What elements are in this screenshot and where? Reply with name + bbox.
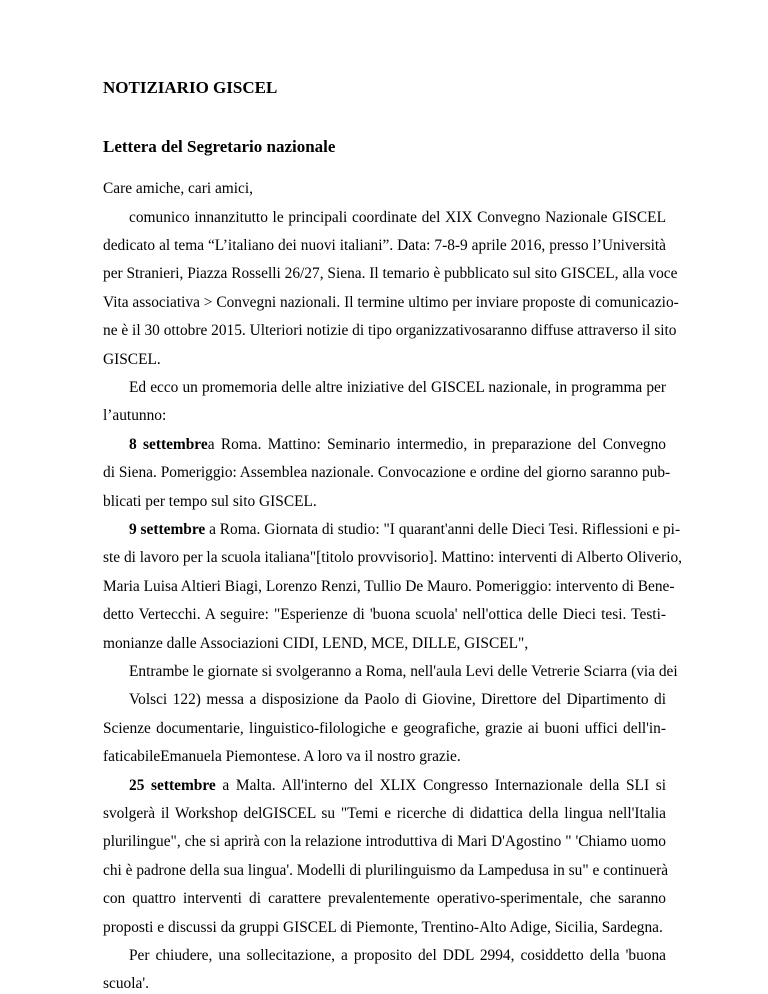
body-line: detto Vertecchi. A seguire: "Esperienze di 'buona scuola' nell'ottica delle Dieci tesi. Testi- — [103, 606, 666, 623]
body-line: ste di lavoro per la scuola italiana"[titolo provvisorio]. Mattino: interventi di Alberto Oliverio, — [103, 549, 683, 566]
event-date: 25 settembre — [129, 777, 216, 794]
letter-heading: Lettera del Segretario nazionale — [103, 137, 336, 156]
body-line: plurilingue", che si aprirà con la relazione introduttiva di Mari D'Agostino " 'Chiamo uomo — [103, 833, 666, 850]
body-line: chi è padrone della sua lingua'. Modelli di plurilinguismo da Lampedusa in su" e continuerà — [103, 862, 669, 879]
event-line — [129, 435, 666, 455]
body-line: Volsci 122) messa a disposizione da Paolo di Giovine, Direttore del Dipartimento di — [129, 691, 666, 708]
event-text: a Roma. Giornata di studio: "I quarant'anni delle Dieci Tesi. Riflessioni e pi- — [205, 521, 681, 538]
event-line — [129, 776, 666, 796]
body-line: proposti e discussi da gruppi GISCEL di Piemonte, Trentino-Alto Adige, Sicilia, Sardegna. — [103, 919, 663, 936]
body-line: monianze dalle Associazioni CIDI, LEND, MCE, DILLE, GISCEL", — [103, 635, 529, 652]
body-line: blicati per tempo sul sito GISCEL. — [103, 493, 317, 510]
body-line: ne è il 30 ottobre 2015. Ulteriori notizie di tipo organizzativosaranno diffuse attraverso il sito — [103, 322, 677, 339]
body-line: l’autunno: — [103, 407, 167, 424]
event-text: a Roma. Mattino: Seminario intermedio, in preparazione del Convegno — [207, 436, 666, 453]
body-line: Vita associativa > Convegni nazionali. Il termine ultimo per inviare proposte di comunicazio- — [103, 294, 679, 311]
body-line: con quattro interventi di carattere prevalentemente operativo-sperimentale, che saranno — [103, 890, 666, 907]
body-line: Maria Luisa Altieri Biagi, Lorenzo Renzi, Tullio De Mauro. Pomeriggio: intervento di Bene- — [103, 578, 675, 595]
body-line: di Siena. Pomeriggio: Assemblea nazionale. Convocazione e ordine del giorno saranno pub- — [103, 464, 671, 481]
body-line: dedicato al tema “L’italiano dei nuovi italiani”. Data: 7-8-9 aprile 2016, presso l’Università — [103, 237, 666, 254]
salutation: Care amiche, cari amici, — [103, 180, 253, 197]
event-date: 8 settembre — [129, 436, 208, 453]
body-line: Per chiudere, una sollecitazione, a proposito del DDL 2994, cosiddetto della 'buona — [129, 947, 666, 964]
body-line: faticabileEmanuela Piemontese. A loro va il nostro grazie. — [103, 748, 461, 765]
body-line: Scienze documentarie, linguistico-filologiche e geografiche, grazie ai buoni uffici dell'in- — [103, 720, 666, 737]
event-line — [129, 520, 681, 540]
body-line: Entrambe le giornate si svolgeranno a Roma, nell'aula Levi delle Vetrerie Sciarra (via dei — [129, 663, 678, 680]
body-line: scuola'. — [103, 975, 149, 992]
body-line: GISCEL. — [103, 351, 161, 368]
body-line: comunico innanzitutto le principali coordinate del XIX Convegno Nazionale GISCEL — [129, 209, 666, 226]
event-text: a Malta. All'interno del XLIX Congresso Internazionale della SLI si — [215, 777, 666, 794]
body-line: Ed ecco un promemoria delle altre iniziative del GISCEL nazionale, in programma per — [129, 379, 666, 396]
body-line: per Stranieri, Piazza Rosselli 26/27, Siena. Il temario è pubblicato sul sito GISCEL, alla voce — [103, 265, 678, 282]
newsletter-title: NOTIZIARIO GISCEL — [103, 78, 278, 97]
body-line: svolgerà il Workshop delGISCEL su "Temi e ricerche di didattica della lingua nell'Italia — [103, 805, 666, 822]
event-date: 9 settembre — [129, 521, 206, 538]
